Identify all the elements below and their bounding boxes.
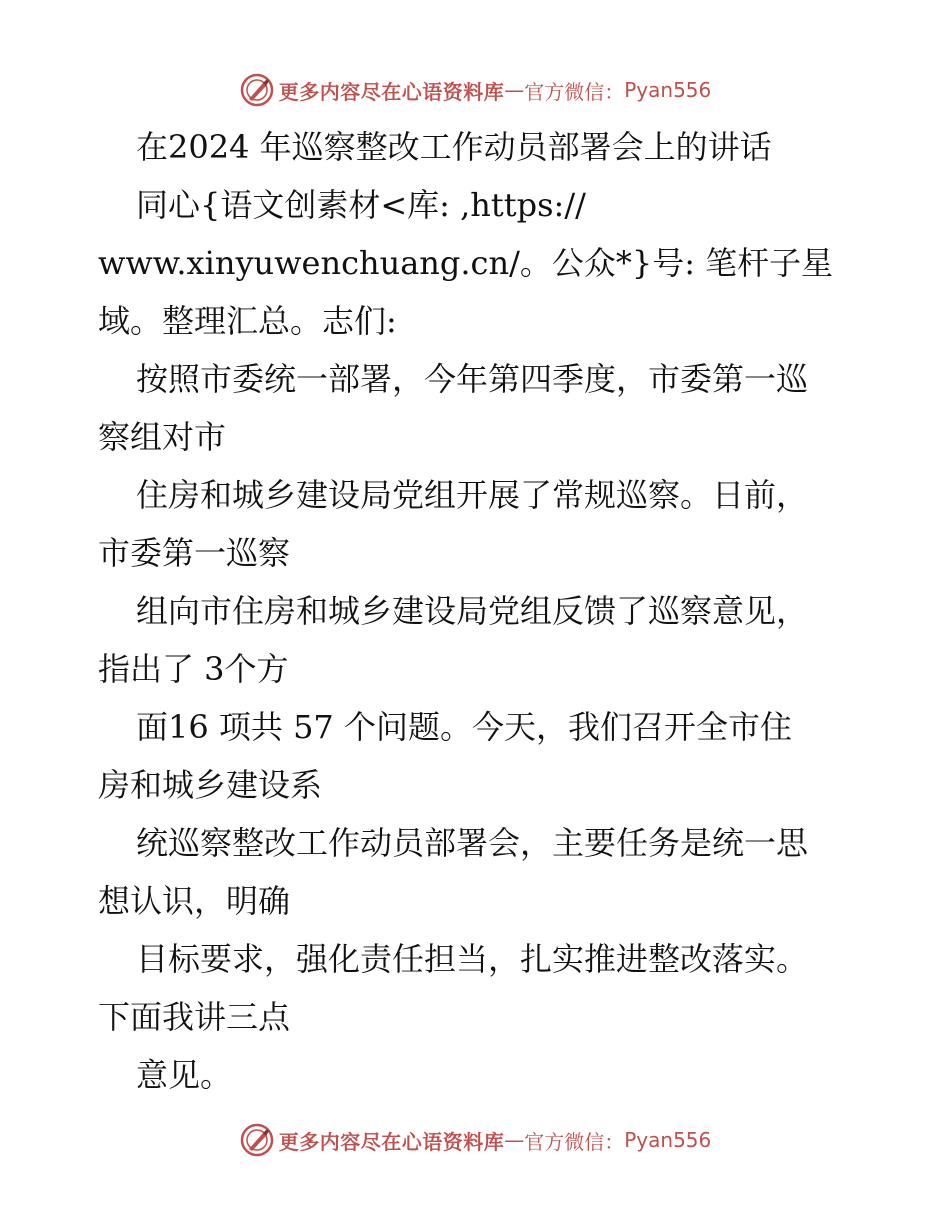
footer-wechat-label: 官方微信： <box>524 1129 625 1154</box>
text-line: 住房和城乡建设局党组开展了常规巡察。日前， <box>136 476 809 514</box>
text-line: www.xinyuwenchuang.cn/。公众*}号: 笔杆子星 <box>98 244 834 282</box>
text-line: 组向市住房和城乡建设局党组反馈了巡察意见， <box>136 592 809 630</box>
header-separator: — <box>504 78 525 102</box>
footer-watermark <box>0 1120 950 1160</box>
header-brand-text: 更多内容尽在心语资料库 <box>278 79 505 104</box>
text-line: 意见。 <box>136 1056 233 1094</box>
text-line: 市委第一巡察 <box>98 534 291 572</box>
pen-logo-icon <box>239 1122 275 1158</box>
header-wechat-id: Pyan556 <box>624 78 712 102</box>
text-line: 指出了 3个方 <box>98 650 289 688</box>
text-line: 面16 项共 57 个问题。今天，我们召开全市住 <box>136 708 792 746</box>
text-line: 房和城乡建设系 <box>98 766 323 804</box>
text-line: 目标要求，强化责任担当，扎实推进整改落实。 <box>136 940 809 978</box>
text-line: 按照市委统一部署，今年第四季度，市委第一巡 <box>136 360 809 398</box>
footer-separator: — <box>504 1128 525 1152</box>
pen-logo-icon <box>239 72 275 108</box>
text-line: 统巡察整改工作动员部署会，主要任务是统一思 <box>136 824 809 862</box>
text-line: 察组对市 <box>98 418 227 456</box>
header-watermark <box>0 70 950 110</box>
document-body <box>98 118 858 1104</box>
footer-brand-text: 更多内容尽在心语资料库 <box>278 1129 505 1154</box>
footer-wechat-id: Pyan556 <box>624 1128 712 1152</box>
document-title: 在2024 年巡察整改工作动员部署会上的讲话 <box>136 128 772 166</box>
text-line: 同心{语文创素材<库: ,https:// <box>136 186 586 224</box>
text-line: 下面我讲三点 <box>98 998 291 1036</box>
text-line: 想认识，明确 <box>98 882 291 920</box>
header-wechat-label: 官方微信： <box>524 79 625 104</box>
text-line: 域。整理汇总。志们: <box>98 302 397 340</box>
